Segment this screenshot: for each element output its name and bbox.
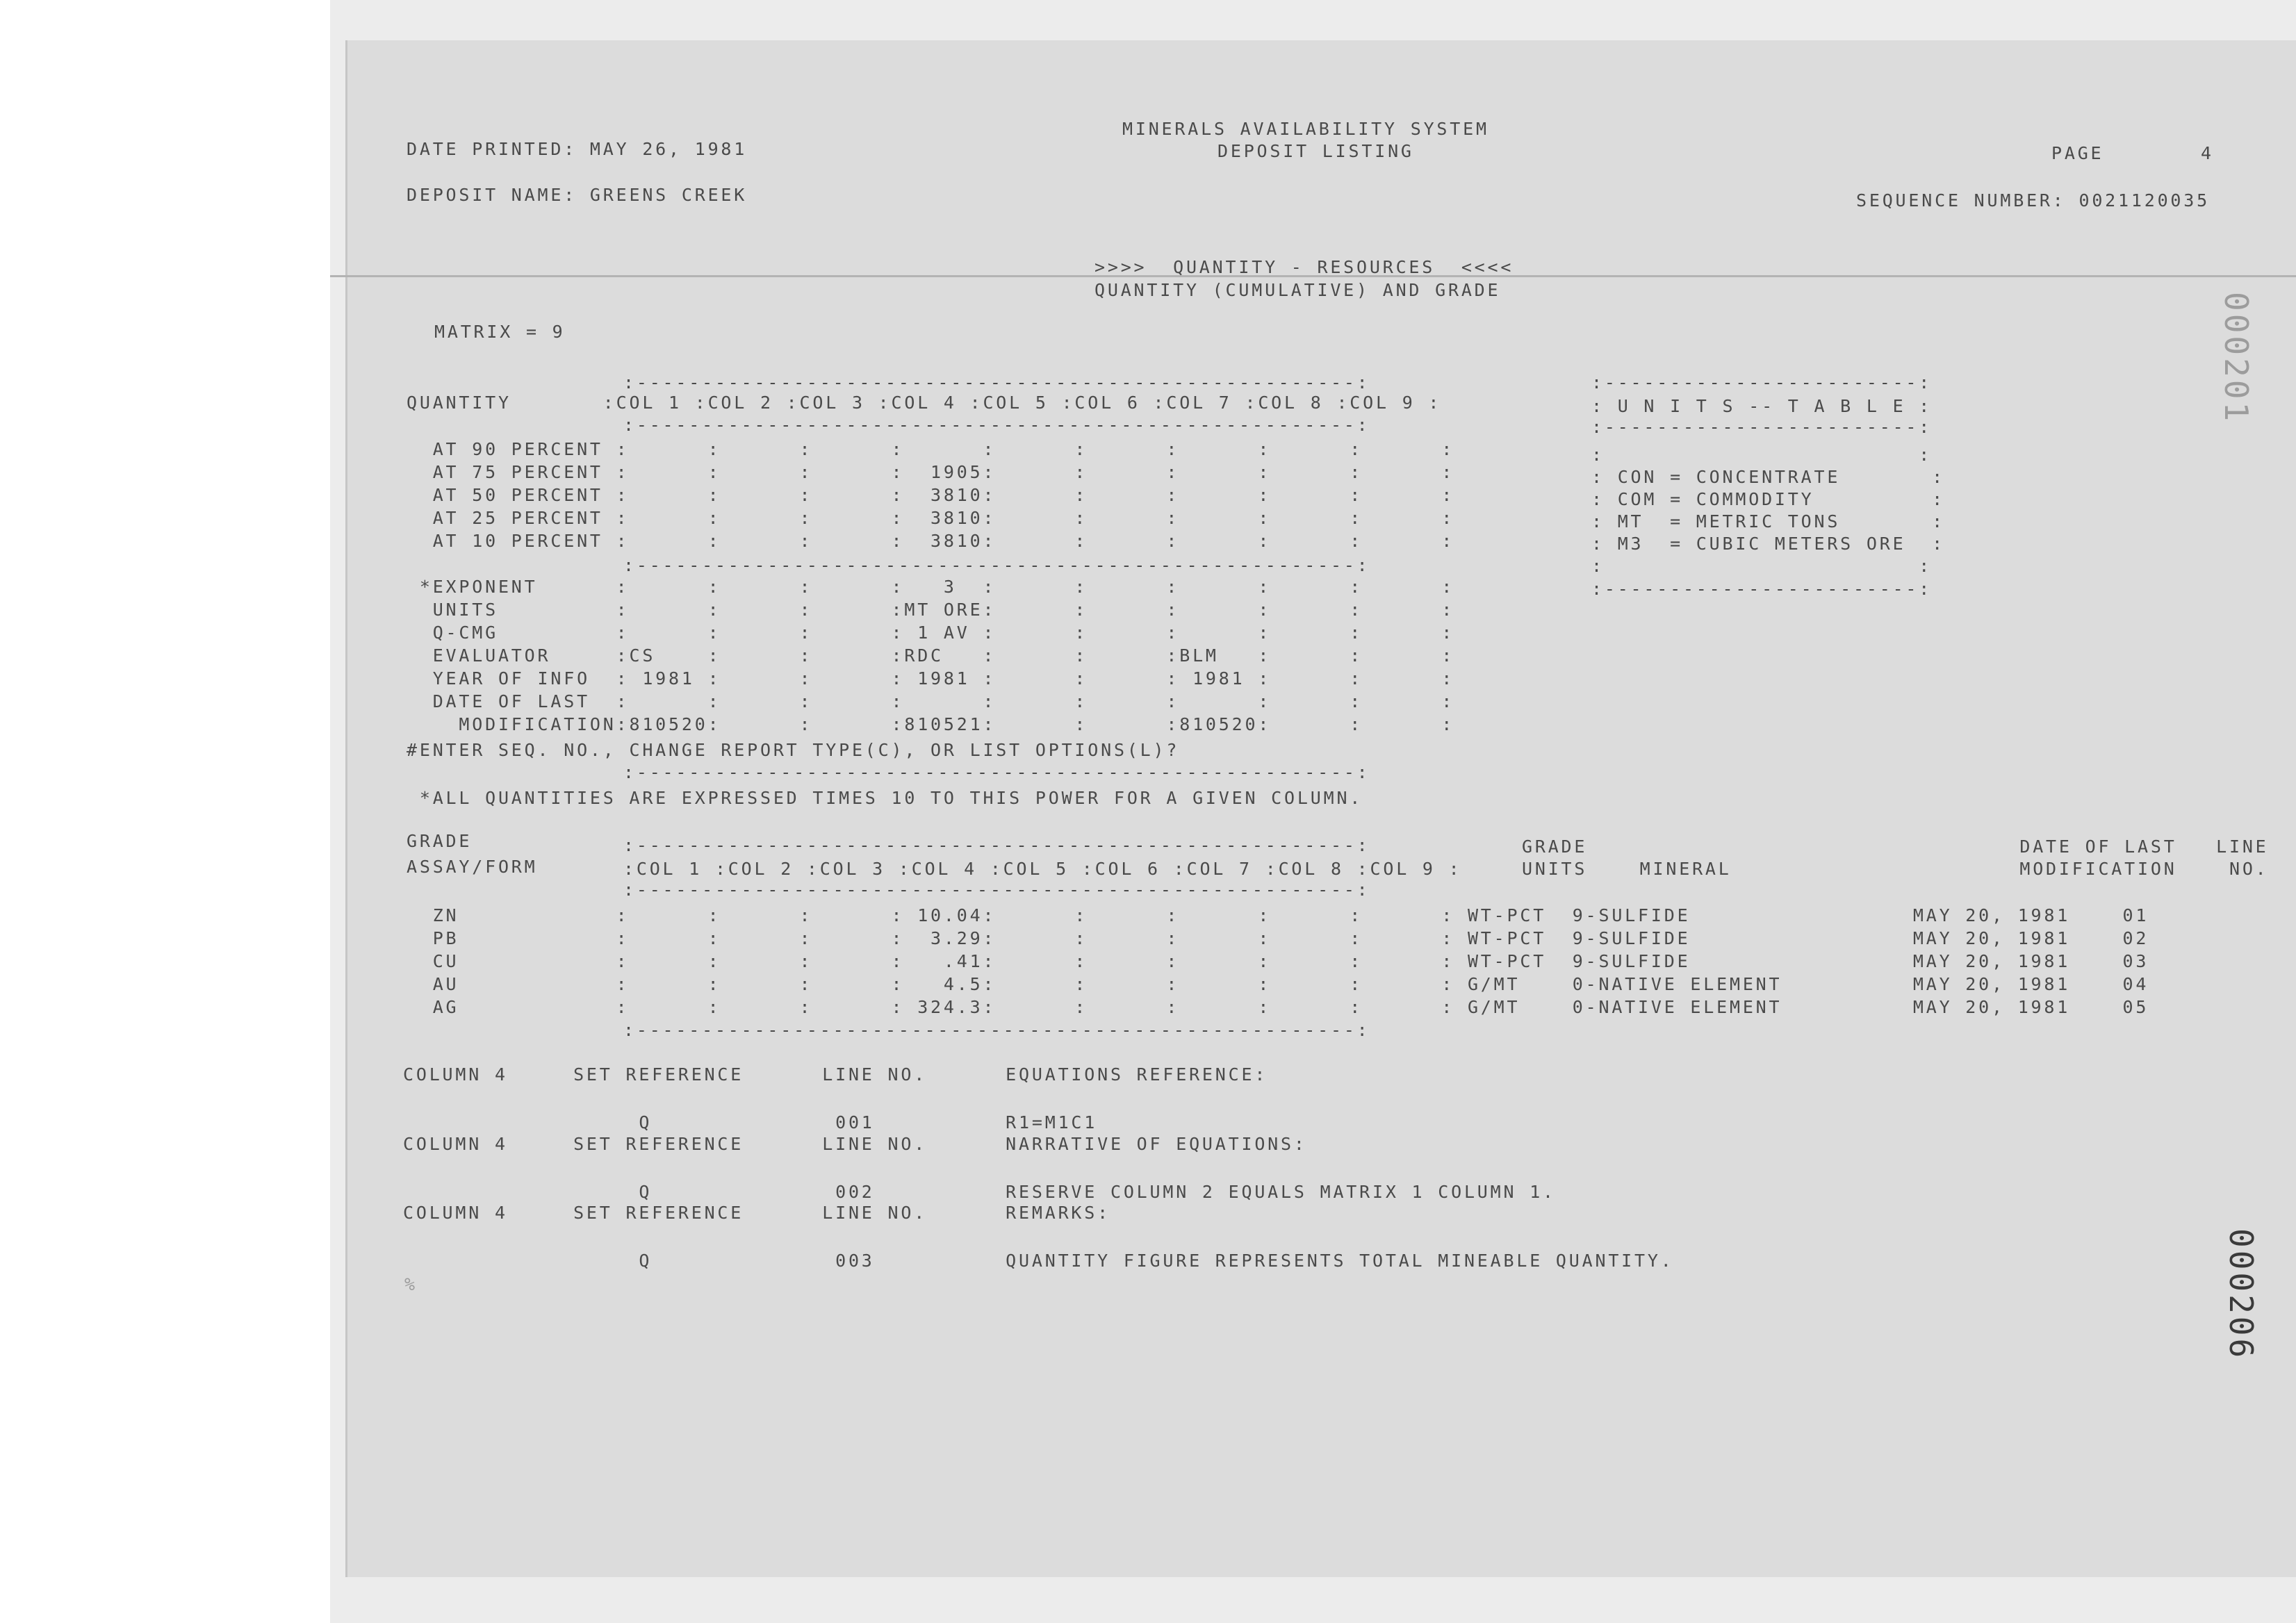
table-row: *EXPONENT : : : : 3 : : : : : : [407,577,1455,597]
table-row: EVALUATOR :CS : : :RDC : : :BLM : : : [407,645,1455,666]
page-stamp-bottom: 000206 [2222,1228,2260,1361]
reference-header: COLUMN 4 SET REFERENCE LINE NO. REMARKS: [403,1203,1110,1223]
table-row: AT 10 PERCENT : : : : 3810: : : : : : [407,531,1455,551]
matrix-label: MATRIX = 9 [434,322,566,342]
table-row: Q-CMG : : : : 1 AV : : : : : : [407,623,1455,643]
grade-row: ZN : : : : 10.04: : : : : : WT-PCT 9-SULFIDE MAY 20, 1981 01 [407,905,2149,925]
table-border: :-------------------------------------------------------: [623,372,1370,393]
grade-border: :-------------------------------------------------------: [623,880,1370,900]
grade-right-header: GRADE DATE OF LAST LINE [1522,837,2269,857]
table-row: UNITS : : : :MT ORE: : : : : : [407,600,1455,620]
table-row: DATE OF LAST : : : : : : : : : : [407,691,1455,711]
table-row: AT 25 PERCENT : : : : 3810: : : : : : [407,508,1455,528]
table-row: MODIFICATION:810520: : :810521: : :810520: : : [407,714,1455,734]
reference-header: COLUMN 4 SET REFERENCE LINE NO. NARRATIVE OF EQUATIONS: [403,1134,1307,1154]
grade-row: PB : : : : 3.29: : : : : : WT-PCT 9-SULFIDE MAY 20, 1981 02 [407,928,2149,948]
section-subtitle: QUANTITY (CUMULATIVE) AND GRADE [1094,280,1501,300]
table-row: YEAR OF INFO : 1981 : : : 1981 : : : 1981 : : : [407,668,1455,689]
units-row: : CON = CONCENTRATE : [1591,467,1945,487]
units-title: : U N I T S -- T A B L E : [1591,396,1933,416]
end-mark: % [404,1274,418,1294]
page-stamp-top: 000201 [2217,292,2255,425]
section-title: >>>> QUANTITY - RESOURCES <<<< [1094,257,1514,277]
page-label: PAGE [2051,143,2104,163]
page-number: 4 [2201,143,2214,163]
reference-detail: Q 003 QUANTITY FIGURE REPRESENTS TOTAL MINEABLE QUANTITY. [403,1251,1674,1271]
table-row: AT 75 PERCENT : : : : 1905: : : : : : [407,462,1455,482]
reference-detail: Q 001 R1=M1C1 [403,1112,1098,1132]
table-row: AT 50 PERCENT : : : : 3810: : : : : : [407,485,1455,505]
grade-border: :-------------------------------------------------------: [623,1020,1370,1040]
units-row: : M3 = CUBIC METERS ORE : [1591,534,1945,554]
table-row: AT 90 PERCENT : : : : : : : : : : [407,439,1455,459]
units-row: : COM = COMMODITY : [1591,489,1945,509]
grade-row: AG : : : : 324.3: : : : : : G/MT 0-NATIVE ELEMENT MAY 20, 1981 05 [407,997,2149,1017]
table-border: :-------------------------------------------------------: [623,555,1370,575]
date-printed: DATE PRINTED: MAY 26, 1981 [407,139,748,159]
prompt-line: #ENTER SEQ. NO., CHANGE REPORT TYPE(C), OR LIST OPTIONS(L)? [407,740,1180,760]
table-header: QUANTITY :COL 1 :COL 2 :COL 3 :COL 4 :COL 5 :COL 6 :COL 7 :COL 8 :COL 9 : [407,393,1442,413]
units-border: :------------------------: [1591,417,1933,437]
reference-header: COLUMN 4 SET REFERENCE LINE NO. EQUATIONS REFERENCE: [403,1064,1268,1085]
sequence-number: SEQUENCE NUMBER: 0021120035 [1856,190,2210,211]
listing-title: DEPOSIT LISTING [1217,141,1414,161]
exponent-footnote: *ALL QUANTITIES ARE EXPRESSED TIMES 10 TO THIS POWER FOR A GIVEN COLUMN. [407,788,1363,808]
grade-row: AU : : : : 4.5: : : : : : G/MT 0-NATIVE ELEMENT MAY 20, 1981 04 [407,974,2149,994]
grade-col-header: :COL 1 :COL 2 :COL 3 :COL 4 :COL 5 :COL 6 :COL 7 :COL 8 :COL 9 : [623,859,1462,879]
system-title: MINERALS AVAILABILITY SYSTEM [1122,119,1489,139]
units-border: :------------------------: [1591,372,1933,393]
deposit-name: DEPOSIT NAME: GREENS CREEK [407,185,748,205]
grade-label: GRADE [407,831,473,851]
units-border: :------------------------: [1591,579,1933,599]
grade-row: CU : : : : .41: : : : : : WT-PCT 9-SULFIDE MAY 20, 1981 03 [407,951,2149,971]
units-blank: : : [1591,445,1933,465]
reference-detail: Q 002 RESERVE COLUMN 2 EQUALS MATRIX 1 COLUMN 1. [403,1182,1556,1202]
table-border: :-------------------------------------------------------: [623,415,1370,435]
assay-label: ASSAY/FORM [407,857,538,877]
table-border: :-------------------------------------------------------: [623,762,1370,782]
grade-border: :-------------------------------------------------------: [623,835,1370,855]
units-blank: : : [1591,556,1933,576]
grade-right-header: UNITS MINERAL MODIFICATION NO. [1522,859,2269,879]
units-row: : MT = METRIC TONS : [1591,511,1945,532]
